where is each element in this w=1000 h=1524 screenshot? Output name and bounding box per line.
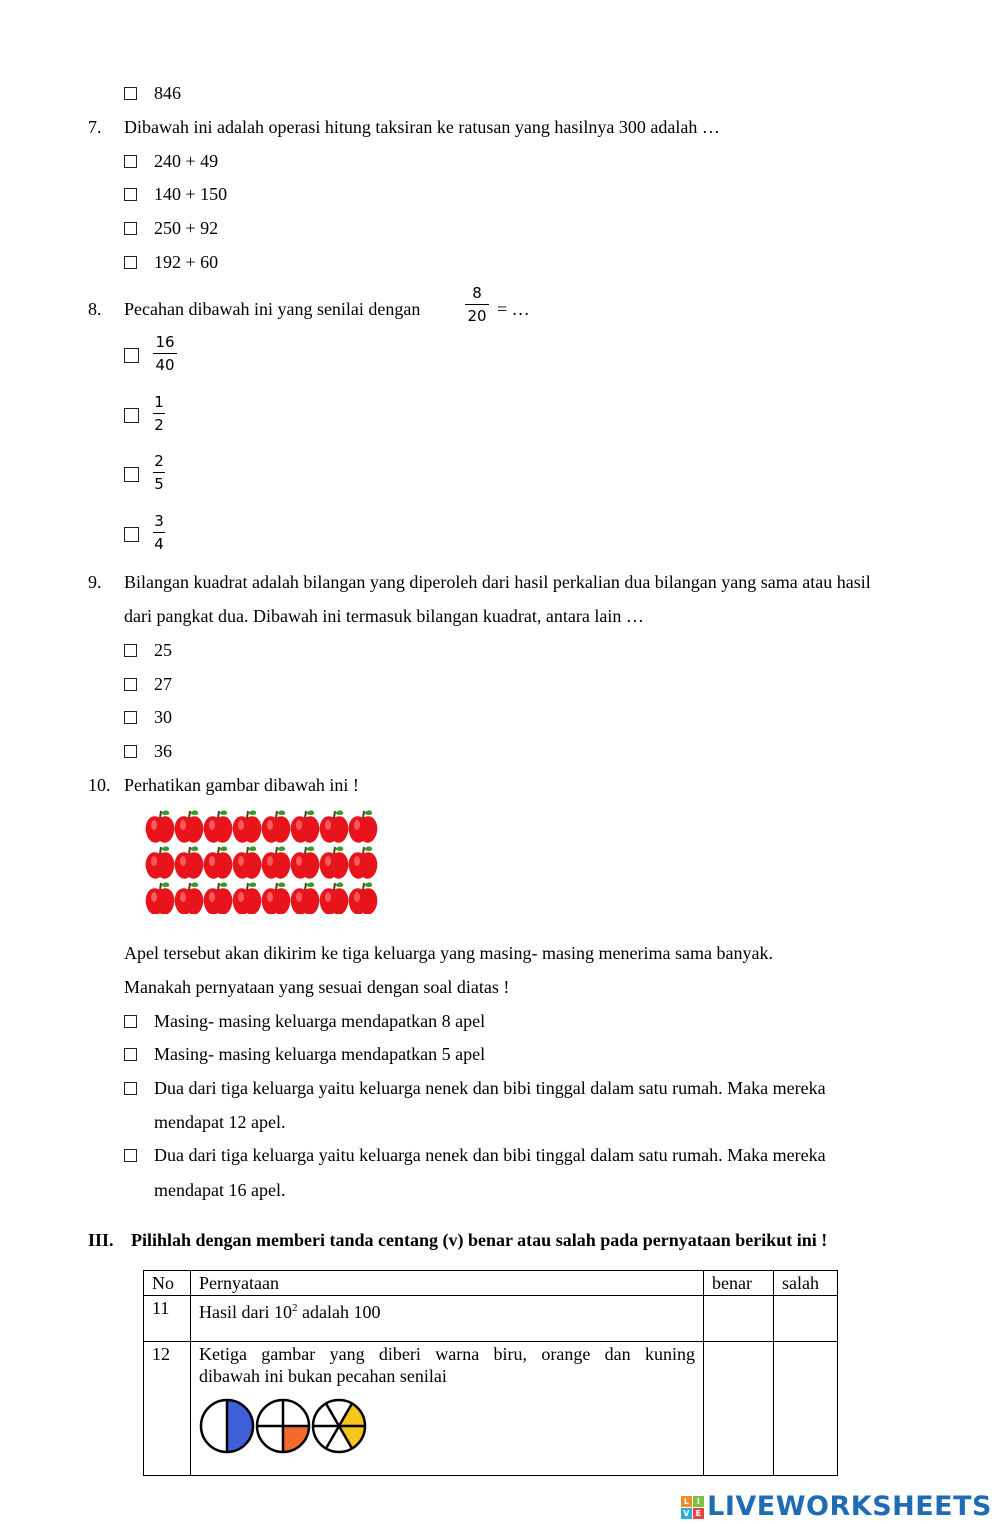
checkbox[interactable] — [124, 348, 139, 363]
fraction-circles — [199, 1397, 369, 1455]
apples-image — [144, 806, 384, 914]
checkbox[interactable] — [124, 155, 137, 168]
checkbox[interactable] — [124, 256, 137, 269]
table-row — [144, 1296, 838, 1342]
apple — [175, 810, 204, 842]
apple — [146, 846, 175, 878]
false-cell[interactable] — [774, 1342, 838, 1476]
section-title: Pilihlah dengan memberi tanda centang (v) benar atau salah pada pernyataan berikut ini ! — [131, 1230, 828, 1250]
question-number: 7. — [88, 117, 102, 137]
option-label: 25 — [154, 640, 172, 660]
apple — [320, 846, 349, 878]
circle-quarters — [257, 1400, 309, 1452]
statement-text: Hasil dari 10 — [199, 1302, 292, 1322]
question-number: 9. — [88, 572, 102, 592]
apple — [349, 810, 378, 842]
section-number: III. — [88, 1230, 114, 1250]
numerator: 1 — [154, 393, 164, 411]
denominator: 4 — [154, 535, 164, 553]
header-true: benar — [704, 1271, 774, 1296]
question-text: Perhatikan gambar dibawah ini ! — [124, 775, 359, 795]
apple — [146, 810, 175, 842]
apple — [146, 882, 175, 914]
checkbox[interactable] — [124, 1015, 137, 1028]
apple — [175, 846, 204, 878]
statement-cell — [191, 1342, 704, 1476]
numerator: 3 — [154, 512, 164, 530]
apple — [291, 846, 320, 878]
checkbox[interactable] — [124, 467, 139, 482]
fraction — [465, 284, 489, 325]
apple — [262, 810, 291, 842]
circle-half — [201, 1400, 253, 1452]
apple — [233, 846, 262, 878]
apple — [262, 882, 291, 914]
option-label-cont: mendapat 12 apel. — [154, 1112, 286, 1132]
liveworksheets-logo — [681, 1491, 992, 1522]
apple — [204, 882, 233, 914]
apple — [320, 810, 349, 842]
option-label: 250 + 92 — [154, 218, 219, 238]
statement-text: adalah 100 — [297, 1302, 381, 1322]
option-label: 27 — [154, 674, 172, 694]
denominator: 2 — [154, 416, 164, 434]
apple — [204, 810, 233, 842]
question-text: Pecahan dibawah ini yang senilai dengan — [124, 299, 421, 319]
checkbox[interactable] — [124, 408, 139, 423]
row-number: 12 — [144, 1342, 191, 1476]
problem-text: Apel tersebut akan dikirim ke tiga keluarga yang masing- masing menerima sama banyak. — [124, 943, 773, 963]
checkbox[interactable] — [124, 644, 137, 657]
statement-cell — [191, 1296, 704, 1342]
checkbox[interactable] — [124, 745, 137, 758]
exponent: 2 — [291, 1302, 298, 1314]
question-text: dari pangkat dua. Dibawah ini termasuk bilangan kuadrat, antara lain … — [124, 606, 644, 626]
denominator: 5 — [154, 475, 164, 493]
statement-text: dibawah ini bukan pecahan senilai — [199, 1366, 447, 1386]
option-fraction — [153, 333, 177, 374]
question-text: Bilangan kuadrat adalah bilangan yang diperoleh dari hasil perkalian dua bilangan yang sama atau hasil — [124, 572, 871, 592]
question-number: 8. — [88, 299, 102, 319]
apple — [320, 882, 349, 914]
equals-ellipsis: = … — [497, 299, 530, 319]
option-label: 192 + 60 — [154, 252, 219, 272]
numerator: 16 — [155, 333, 175, 351]
row-number: 11 — [144, 1296, 191, 1342]
option-label: 240 + 49 — [154, 151, 219, 171]
circle-sixths — [313, 1400, 365, 1452]
header-no: No — [144, 1271, 191, 1296]
option-label: Masing- masing keluarga mendapatkan 5 apel — [154, 1044, 486, 1064]
apple — [233, 882, 262, 914]
apple — [233, 810, 262, 842]
checkbox[interactable] — [124, 1048, 137, 1061]
problem-text: Manakah pernyataan yang sesuai dengan soal diatas ! — [124, 977, 510, 997]
option-label: Masing- masing keluarga mendapatkan 8 apel — [154, 1011, 486, 1031]
option-label: 140 + 150 — [154, 184, 228, 204]
option-fraction — [153, 512, 165, 553]
statement-text: Ketiga gambar yang diberi warna biru, orange dan kuning — [199, 1344, 695, 1364]
question-number: 10. — [88, 775, 111, 795]
option-label: 36 — [154, 741, 172, 761]
option-label: Dua dari tiga keluarga yaitu keluarga nenek dan bibi tinggal dalam satu rumah. Maka mereka — [154, 1145, 826, 1165]
checkbox[interactable] — [124, 711, 137, 724]
option-fraction — [153, 452, 165, 493]
question-text: Dibawah ini adalah operasi hitung taksiran ke ratusan yang hasilnya 300 adalah … — [124, 117, 720, 137]
checkbox[interactable] — [124, 1082, 137, 1095]
checkbox[interactable] — [124, 1149, 137, 1162]
true-cell[interactable] — [704, 1342, 774, 1476]
table-header-row — [144, 1271, 838, 1296]
logo-badge-icon: L I V E — [681, 1496, 704, 1519]
apple — [291, 882, 320, 914]
checkbox[interactable] — [124, 222, 137, 235]
checkbox[interactable] — [124, 87, 137, 100]
true-cell[interactable] — [704, 1296, 774, 1342]
checkbox[interactable] — [124, 527, 139, 542]
apple — [291, 810, 320, 842]
checkbox[interactable] — [124, 678, 137, 691]
header-statement: Pernyataan — [191, 1271, 704, 1296]
apple — [262, 846, 291, 878]
apple — [175, 882, 204, 914]
denominator: 40 — [155, 356, 175, 374]
statement-table — [143, 1270, 838, 1476]
apple — [349, 882, 378, 914]
denominator: 20 — [467, 307, 487, 325]
option-label: Dua dari tiga keluarga yaitu keluarga nenek dan bibi tinggal dalam satu rumah. Maka mereka — [154, 1078, 826, 1098]
option-label: 30 — [154, 707, 172, 727]
table-row — [144, 1342, 838, 1476]
checkbox[interactable] — [124, 188, 137, 201]
apple — [349, 846, 378, 878]
numerator: 8 — [472, 284, 482, 302]
logo-text: LIVEWORKSHEETS — [707, 1491, 992, 1522]
option-label-cont: mendapat 16 apel. — [154, 1180, 286, 1200]
header-false: salah — [774, 1271, 838, 1296]
apple — [204, 846, 233, 878]
numerator: 2 — [154, 452, 164, 470]
false-cell[interactable] — [774, 1296, 838, 1342]
option-label: 846 — [154, 83, 181, 103]
option-fraction — [153, 393, 165, 434]
